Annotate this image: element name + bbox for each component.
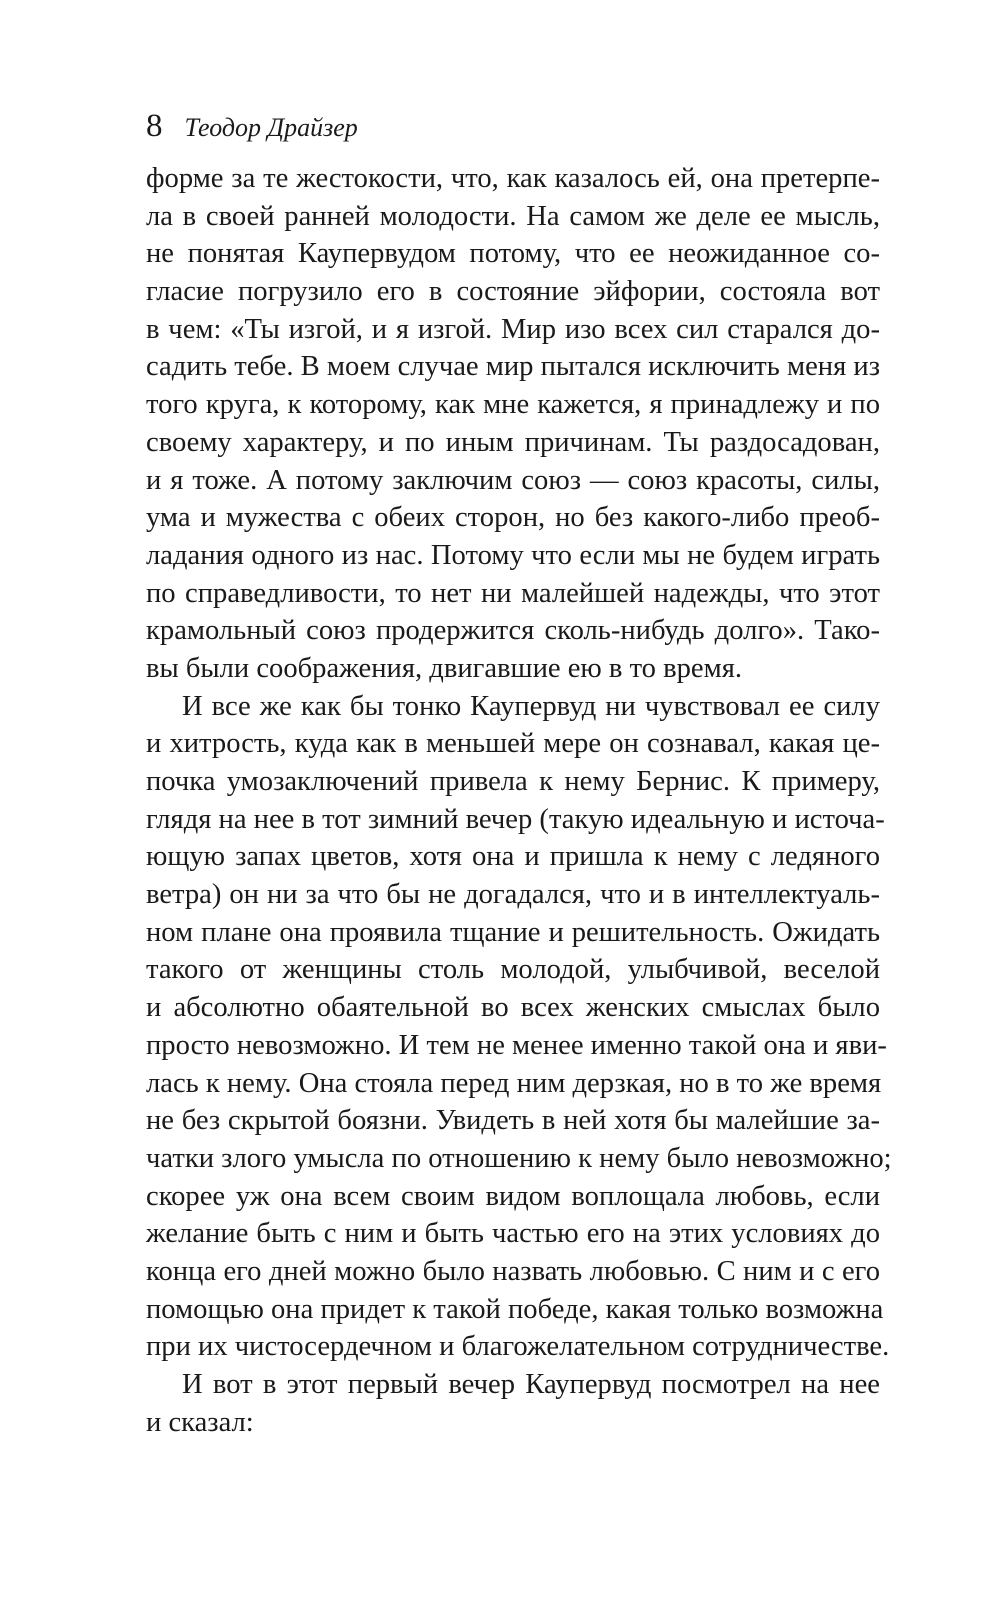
text-line: вы были соображения, двигавшие ею в то время.	[146, 652, 743, 684]
paragraph-1	[146, 160, 880, 688]
text-line: ла в своей ранней молодости. На самом же деле ее мысль,	[146, 200, 880, 232]
text-line: ладания одного из нас. Потому что если мы не будем играть	[146, 539, 880, 571]
text-line: не понятая Каупервудом потому, что ее неожиданное со-	[146, 238, 880, 270]
page-number: 8	[146, 108, 163, 144]
text-line: в чем: «Ты изгой, и я изгой. Мир изо всех сил старался до-	[146, 313, 880, 345]
text-line: желание быть с ним и быть частью его на этих условиях до	[146, 1218, 880, 1250]
running-head	[146, 110, 358, 143]
text-line: и хитрость, куда как в меньшей мере он сознавал, какая це-	[146, 728, 880, 760]
text-line: форме за те жестокости, что, как казалось ей, она претерпе-	[146, 163, 880, 194]
text-line: того круга, к которому, как мне кажется, я принадлежу и по	[146, 389, 880, 421]
text-line: гласие погрузило его в состояние эйфории, состояла вот	[146, 276, 880, 308]
text-line: крамольный союз продержится сколь-нибудь долго». Тако-	[146, 615, 880, 647]
text-line: ветра) он ни за что бы не догадался, что и в интеллектуаль-	[146, 879, 880, 911]
text-line: скорее уж она всем своим видом воплощала любовь, если	[146, 1180, 880, 1212]
text-line: ющую запах цветов, хотя она и пришла к нему с ледяного	[146, 841, 880, 873]
paragraph-3	[146, 1366, 880, 1441]
text-line: ума и мужества с обеих сторон, но без какого-либо преоб-	[146, 502, 880, 534]
text-line: и сказал:	[146, 1406, 254, 1438]
body-text	[146, 160, 892, 1441]
text-line: почка умозаключений привела к нему Бернис. К примеру,	[146, 766, 880, 797]
text-line: конца его дней можно было назвать любовью. С ним и с его	[146, 1255, 880, 1287]
paragraph-2	[146, 688, 892, 1366]
text-line: чатки злого умысла по отношению к нему было невозможно;	[146, 1142, 892, 1174]
text-line: ном плане она проявила тщание и решительность. Ожидать	[146, 916, 880, 948]
text-line: просто невозможно. И тем не менее именно такой она и яви-	[146, 1029, 887, 1061]
header-author: Теодор Драйзер	[184, 113, 358, 142]
text-line: и я тоже. А потому заключим союз — союз красоты, силы,	[146, 464, 880, 496]
text-line: И вот в этот первый вечер Каупервуд посмотрел на нее	[182, 1369, 880, 1400]
text-line: и абсолютно обаятельной во всех женских смыслах было	[146, 992, 880, 1024]
text-line: по справедливости, то нет ни малейшей надежды, что этот	[146, 577, 880, 609]
text-line: садить тебе. В моем случае мир пытался исключить меня из	[146, 351, 880, 383]
text-line: И все же как бы тонко Каупервуд ни чувствовал ее силу	[182, 690, 880, 722]
text-line: не без скрытой боязни. Увидеть в ней хотя бы малейшие за-	[146, 1105, 880, 1137]
text-line: такого от женщины столь молодой, улыбчивой, веселой	[146, 954, 880, 986]
text-line: помощью она придет к такой победе, какая только возможна	[146, 1293, 884, 1325]
text-line: глядя на нее в тот зимний вечер (такую идеальную и источа-	[146, 803, 885, 835]
text-line: своему характеру, и по иным причинам. Ты раздосадован,	[146, 426, 880, 458]
text-line: лась к нему. Она стояла перед ним дерзкая, но в то же время	[146, 1067, 882, 1099]
text-line: при их чистосердечном и благожелательном сотрудничестве.	[146, 1331, 890, 1363]
